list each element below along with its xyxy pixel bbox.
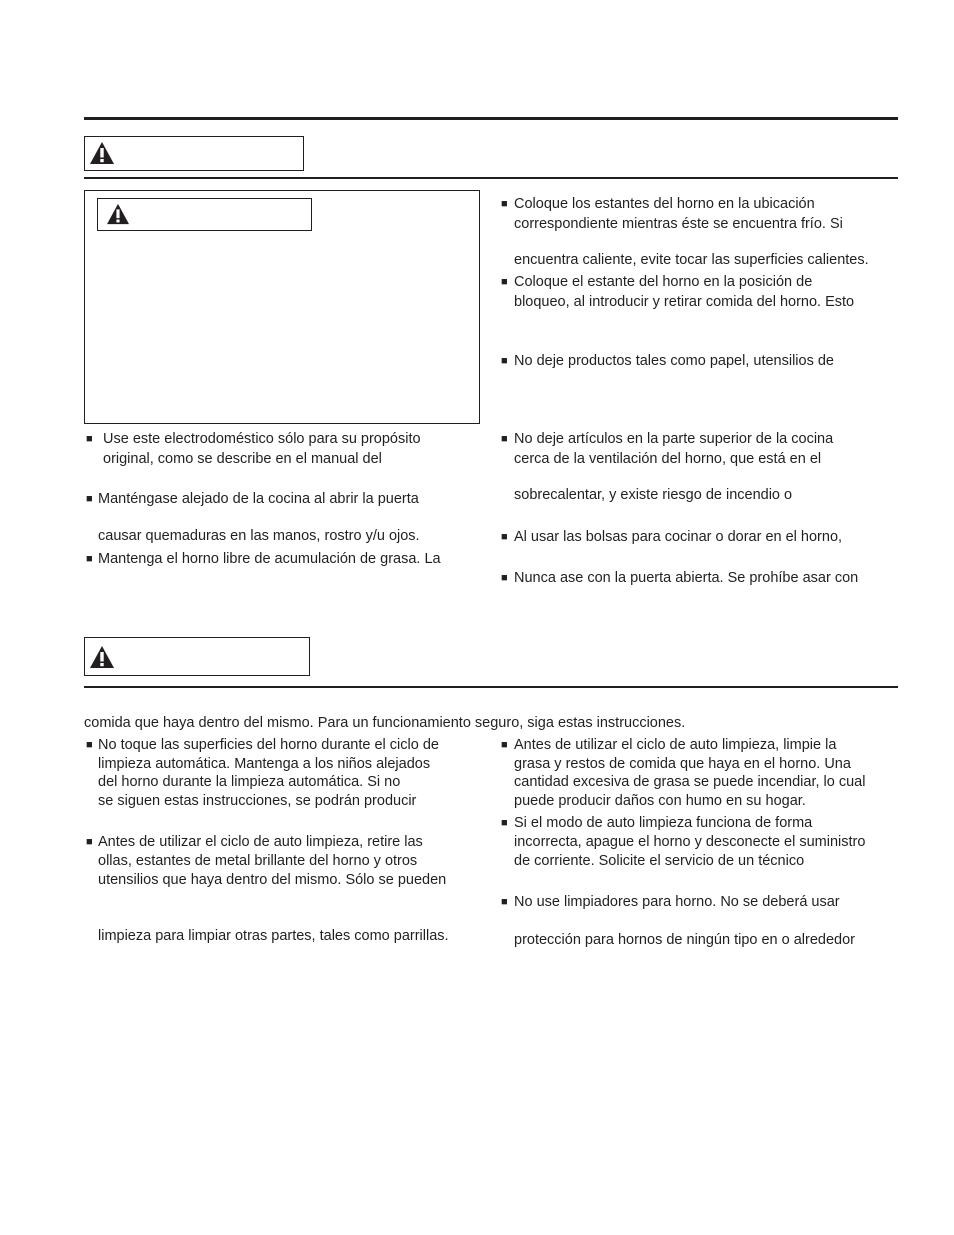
right-text-line: grasa y restos de comida que haya en el horno. Una <box>514 756 851 772</box>
left-text-line: Manténgase alejado de la cocina al abrir la puerta <box>98 491 419 507</box>
right-text-line: Coloque los estantes del horno en la ubicación <box>514 196 815 212</box>
right-text-line: No deje artículos en la parte superior de la cocina <box>514 431 834 447</box>
section2-intro: comida que haya dentro del mismo. Para un funcionamiento seguro, siga estas instrucciones. <box>84 715 686 731</box>
top-rule <box>84 117 898 120</box>
bullet: ■ <box>86 836 93 848</box>
right-text-line: bloqueo, al introducir y retirar comida del horno. Esto <box>514 294 855 310</box>
left-text-line: original, como se describe en el manual del <box>103 451 382 467</box>
right-text-line: Si el modo de auto limpieza funciona de forma <box>514 815 813 831</box>
bullet: ■ <box>86 493 93 505</box>
left-text-line: limpieza para limpiar otras partes, tales como parrillas. <box>98 928 449 944</box>
left-text-line: Mantenga el horno libre de acumulación de grasa. La <box>98 551 441 567</box>
section1-rule <box>84 177 898 179</box>
right-text-line: protección para hornos de ningún tipo en o alrededor <box>514 932 855 948</box>
right-text-line: Al usar las bolsas para cocinar o dorar en el horno, <box>514 529 843 545</box>
right-text-line: puede producir daños con humo en su hogar. <box>514 793 806 809</box>
inner-warning-label-box <box>97 198 312 231</box>
right-text-line: cerca de la ventilación del horno, que está en el <box>514 451 822 467</box>
bullet: ■ <box>501 198 508 210</box>
bullet: ■ <box>86 433 93 445</box>
right-text-line: No use limpiadores para horno. No se deberá usar <box>514 894 840 910</box>
bullet: ■ <box>501 572 508 584</box>
left-text-line: ollas, estantes de metal brillante del horno y otros <box>98 853 418 869</box>
left-text-line: Use este electrodoméstico sólo para su propósito <box>103 431 421 447</box>
left-text-line: del horno durante la limpieza automática. Si no <box>98 774 401 790</box>
right-text-line: cantidad excesiva de grasa se puede incendiar, lo cual <box>514 774 866 790</box>
bullet: ■ <box>86 739 93 751</box>
right-text-line: correspondiente mientras éste se encuentra frío. Si <box>514 216 843 232</box>
section1-warning-label-box <box>84 136 304 171</box>
left-text-line: limpieza automática. Mantenga a los niños alejados <box>98 756 431 772</box>
bullet: ■ <box>86 553 93 565</box>
right-text-line: de corriente. Solicite el servicio de un técnico <box>514 853 805 869</box>
right-text-line: Nunca ase con la puerta abierta. Se prohíbe asar con <box>514 570 859 586</box>
bullet: ■ <box>501 896 508 908</box>
left-text-line: se siguen estas instrucciones, se podrán producir <box>98 793 417 809</box>
right-text-line: Antes de utilizar el ciclo de auto limpieza, limpie la <box>514 737 837 753</box>
bullet: ■ <box>501 739 508 751</box>
right-text-line: No deje productos tales como papel, utensilios de <box>514 353 834 369</box>
left-text-line: causar quemaduras en las manos, rostro y/u ojos. <box>98 528 420 544</box>
left-text-line: No toque las superficies del horno durante el ciclo de <box>98 737 439 753</box>
bullet: ■ <box>501 531 508 543</box>
section2-warning-label-box <box>84 637 310 676</box>
bullet: ■ <box>501 355 508 367</box>
section2-rule <box>84 686 898 688</box>
left-text-line: utensilios que haya dentro del mismo. Sólo se pueden <box>98 872 447 888</box>
warning-triangle-icon <box>106 203 130 225</box>
bullet: ■ <box>501 276 508 288</box>
right-text-line: Coloque el estante del horno en la posición de <box>514 274 813 290</box>
right-text-line: sobrecalentar, y existe riesgo de incendio o <box>514 487 793 503</box>
warning-triangle-icon <box>89 645 115 669</box>
bullet: ■ <box>501 433 508 445</box>
right-text-line: encuentra caliente, evite tocar las superficies calientes. <box>514 252 869 268</box>
bullet: ■ <box>501 817 508 829</box>
left-text-line: Antes de utilizar el ciclo de auto limpieza, retire las <box>98 834 423 850</box>
warning-triangle-icon <box>89 141 115 165</box>
right-text-line: incorrecta, apague el horno y desconecte el suministro <box>514 834 866 850</box>
